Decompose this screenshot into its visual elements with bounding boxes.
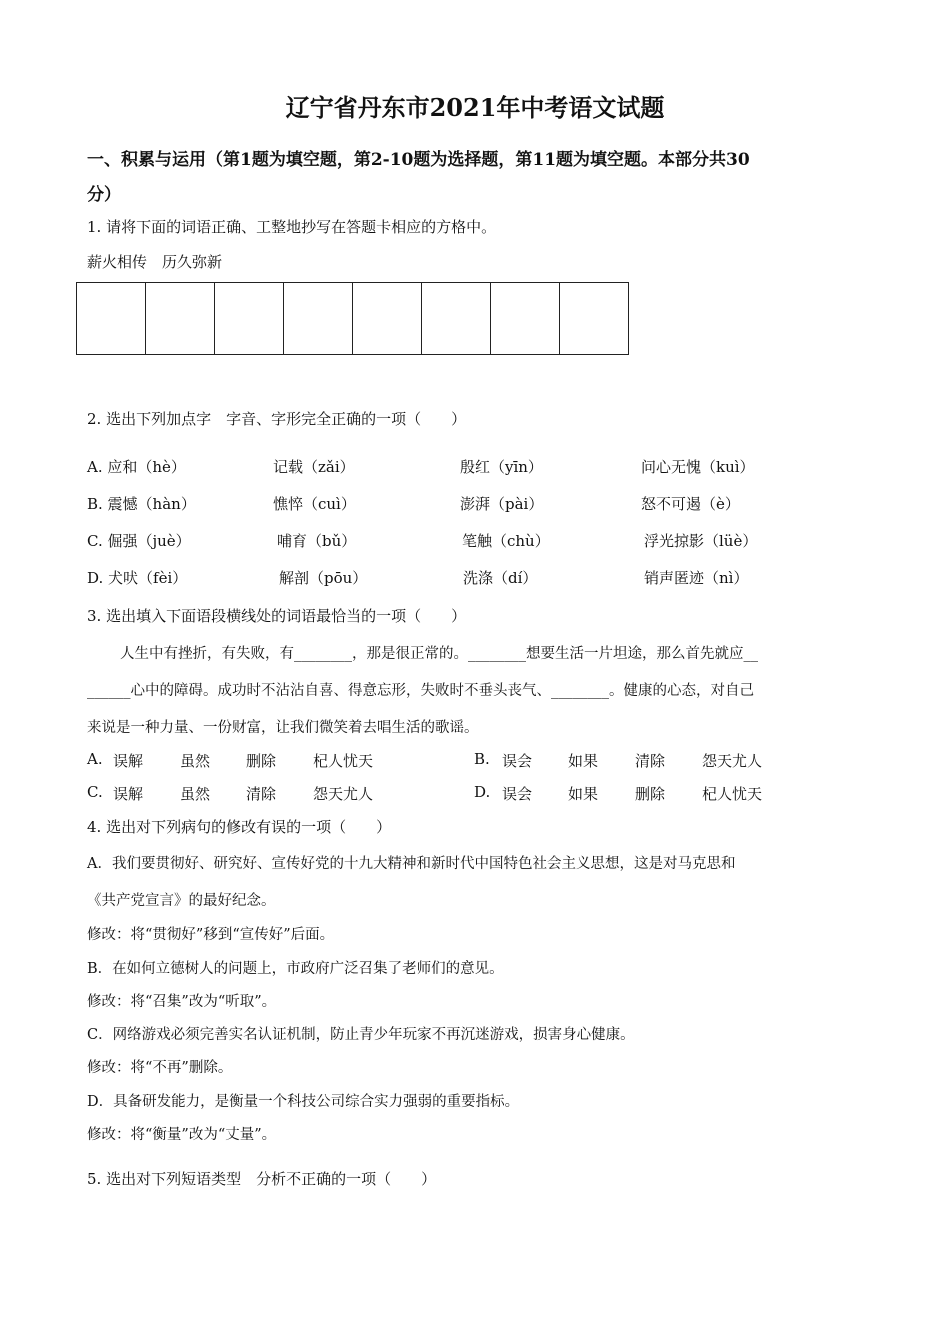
q2-option-d-1: D. 犬吠（fèi） [87,569,188,587]
q3-option-b-letter: B. [474,750,490,768]
answer-cell [353,283,422,354]
q4-option-c-fix: 修改：将“不再”删除。 [87,1060,233,1076]
q2-option-c-2: 哺育（bǔ） [277,532,357,550]
q3-option-c-3: 清除 [246,785,277,803]
q2-option-b-4: 怒不可遏（è） [641,495,740,513]
q4-option-a-line2: 《共产党宣言》的最好纪念。 [87,893,276,909]
q4-option-d-fix: 修改：将“衡量”改为“丈量”。 [87,1127,277,1143]
q3-option-d-3: 删除 [635,785,666,803]
q3-option-d-4: 杞人忧天 [702,785,763,803]
q2-option-a-4: 问心无愧（kuì） [641,458,755,476]
q4-option-d: D．具备研发能力，是衡量一个科技公司综合实力强弱的重要指标。 [87,1094,520,1110]
q3-option-b-4: 怨天尤人 [702,752,763,770]
answer-cell [491,283,560,354]
answer-grid [76,282,629,355]
q2-option-c-3: 笔触（chù） [462,532,550,550]
page-title: 辽宁省丹东市2021年中考语文试题 [285,93,665,122]
q4-option-a-line1: A．我们要贯彻好、研究好、宣传好党的十九大精神和新时代中国特色社会主义思想，这是对马克思和 [87,856,736,872]
q3-option-c-letter: C. [87,783,103,801]
q3-option-c-1: 误解 [113,785,144,803]
q3-option-a-letter: A. [87,750,103,768]
q3-option-a-3: 删除 [246,752,277,770]
q3-paragraph-line2: ______心中的障碍。成功时不沾沾自喜、得意忘形，失败时不垂头丧气、________。健康的心态，对自己 [87,683,754,699]
q4-stem: 4. 选出对下列病句的修改有误的一项（ ） [87,818,392,836]
q3-stem: 3. 选出填入下面语段横线处的词语最恰当的一项（ ） [87,607,467,625]
q2-option-d-4: 销声匿迹（nì） [644,569,749,587]
q1-words: 薪火相传 历久弥新 [87,253,223,271]
q3-option-b-1: 误会 [502,752,533,770]
q3-option-a-2: 虽然 [180,752,211,770]
answer-cell [146,283,215,354]
q2-option-a-1: A. 应和（hè） [87,458,186,476]
q4-option-c: C．网络游戏必须完善实名认证机制，防止青少年玩家不再沉迷游戏，损害身心健康。 [87,1027,635,1043]
q2-option-d-3: 洗涤（dí） [463,569,538,587]
q3-option-d-2: 如果 [568,785,599,803]
section-heading-line1: 一、积累与运用（第1题为填空题，第2-10题为选择题，第11题为填空题。本部分共30 [87,150,750,170]
q4-option-a-fix: 修改：将“贯彻好”移到“宣传好”后面。 [87,927,335,943]
answer-cell [284,283,353,354]
q5-stem: 5. 选出对下列短语类型 分析不正确的一项（ ） [87,1170,437,1188]
q3-option-d-letter: D. [474,783,491,801]
section-heading-line2: 分） [87,185,121,205]
q2-option-b-2: 憔悴（cuì） [273,495,356,513]
q2-option-c-1: C. 倔强（juè） [87,532,191,550]
q2-option-a-2: 记载（zǎi） [273,458,355,476]
q3-option-b-2: 如果 [568,752,599,770]
q1-stem: 1. 请将下面的词语正确、工整地抄写在答题卡相应的方格中。 [87,218,497,236]
q2-option-d-2: 解剖（pōu） [279,569,368,587]
q3-option-c-4: 怨天尤人 [313,785,374,803]
q3-option-a-1: 误解 [113,752,144,770]
q4-option-b-fix: 修改：将“召集”改为“听取”。 [87,994,277,1010]
q3-paragraph-line1: 人生中有挫折，有失败，有________，那是很正常的。________想要生活一片坦途，那么首先就应__ [120,646,758,662]
q2-option-b-1: B. 震憾（hàn） [87,495,196,513]
q3-option-d-1: 误会 [502,785,533,803]
answer-cell [560,283,628,354]
q2-stem: 2. 选出下列加点字 字音、字形完全正确的一项（ ） [87,410,467,428]
q2-option-c-4: 浮光掠影（lüè） [644,532,758,550]
q3-paragraph-line3: 来说是一种力量、一份财富，让我们微笑着去唱生活的歌谣。 [87,720,479,736]
q3-option-a-4: 杞人忧天 [313,752,374,770]
q4-option-b: B．在如何立德树人的问题上，市政府广泛召集了老师们的意见。 [87,961,504,977]
q2-option-a-3: 殷红（yīn） [460,458,543,476]
answer-cell [215,283,284,354]
q3-option-b-3: 清除 [635,752,666,770]
q2-option-b-3: 澎湃（pài） [460,495,544,513]
answer-cell [422,283,491,354]
answer-cell [77,283,146,354]
q3-option-c-2: 虽然 [180,785,211,803]
